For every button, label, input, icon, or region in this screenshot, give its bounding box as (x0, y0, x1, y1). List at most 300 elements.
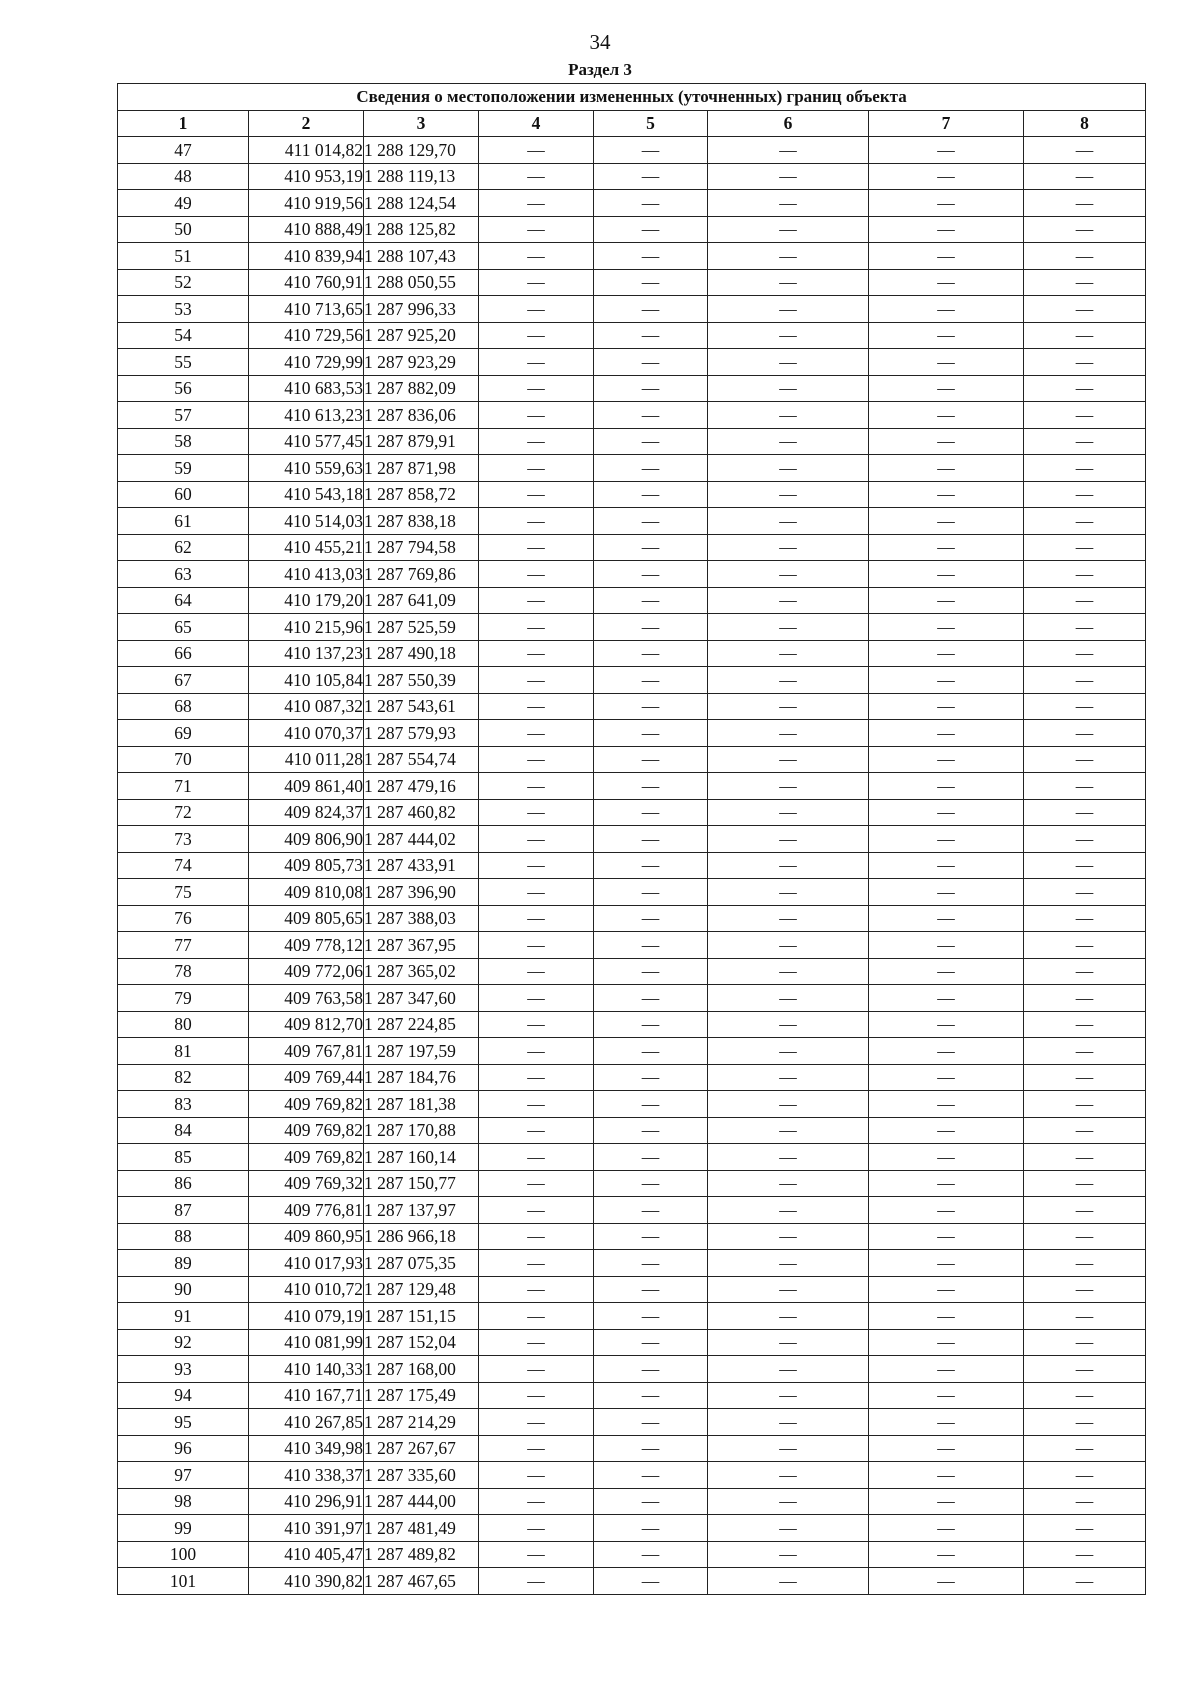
empty-mark-cell: — (869, 1462, 1024, 1489)
empty-mark-cell: — (479, 190, 594, 217)
empty-mark-cell: — (479, 137, 594, 164)
empty-mark-cell: — (1024, 1568, 1146, 1595)
empty-mark-cell: — (594, 1117, 708, 1144)
y-coordinate-cell: 1 287 137,97 (364, 1197, 479, 1224)
empty-mark-cell: — (1024, 508, 1146, 535)
empty-mark-cell: — (869, 1356, 1024, 1383)
point-number-cell: 98 (118, 1488, 249, 1515)
empty-mark-cell: — (479, 216, 594, 243)
empty-mark-cell: — (594, 905, 708, 932)
y-coordinate-cell: 1 287 367,95 (364, 932, 479, 959)
empty-mark-cell: — (594, 1382, 708, 1409)
x-coordinate-cell: 410 760,91 (249, 269, 364, 296)
x-coordinate-cell: 410 455,21 (249, 534, 364, 561)
point-number-cell: 97 (118, 1462, 249, 1489)
empty-mark-cell: — (1024, 1091, 1146, 1118)
point-number-cell: 61 (118, 508, 249, 535)
table-row (118, 826, 1146, 853)
table-row (118, 349, 1146, 376)
point-number-cell: 79 (118, 985, 249, 1012)
x-coordinate-cell: 410 215,96 (249, 614, 364, 641)
empty-mark-cell: — (479, 1064, 594, 1091)
empty-mark-cell: — (708, 1038, 869, 1065)
y-coordinate-cell: 1 288 119,13 (364, 163, 479, 190)
x-coordinate-cell: 409 769,32 (249, 1170, 364, 1197)
column-number: 1 (118, 110, 249, 137)
empty-mark-cell: — (479, 1541, 594, 1568)
empty-mark-cell: — (479, 455, 594, 482)
empty-mark-cell: — (1024, 1435, 1146, 1462)
empty-mark-cell: — (1024, 216, 1146, 243)
empty-mark-cell: — (594, 879, 708, 906)
empty-mark-cell: — (708, 428, 869, 455)
empty-mark-cell: — (594, 1197, 708, 1224)
table-row (118, 852, 1146, 879)
empty-mark-cell: — (869, 693, 1024, 720)
y-coordinate-cell: 1 287 396,90 (364, 879, 479, 906)
table-row (118, 1303, 1146, 1330)
point-number-cell: 75 (118, 879, 249, 906)
empty-mark-cell: — (479, 1303, 594, 1330)
table-row (118, 561, 1146, 588)
empty-mark-cell: — (594, 243, 708, 270)
empty-mark-cell: — (708, 1488, 869, 1515)
empty-mark-cell: — (1024, 905, 1146, 932)
y-coordinate-cell: 1 288 129,70 (364, 137, 479, 164)
table-row (118, 1038, 1146, 1065)
x-coordinate-cell: 409 805,65 (249, 905, 364, 932)
empty-mark-cell: — (479, 1038, 594, 1065)
empty-mark-cell: — (708, 402, 869, 429)
column-number: 8 (1024, 110, 1146, 137)
empty-mark-cell: — (594, 746, 708, 773)
point-number-cell: 50 (118, 216, 249, 243)
table-row (118, 534, 1146, 561)
empty-mark-cell: — (479, 561, 594, 588)
empty-mark-cell: — (479, 375, 594, 402)
x-coordinate-cell: 410 167,71 (249, 1382, 364, 1409)
empty-mark-cell: — (594, 773, 708, 800)
table-row (118, 985, 1146, 1012)
empty-mark-cell: — (708, 587, 869, 614)
y-coordinate-cell: 1 287 129,48 (364, 1276, 479, 1303)
empty-mark-cell: — (594, 1462, 708, 1489)
table-row (118, 269, 1146, 296)
y-coordinate-cell: 1 287 996,33 (364, 296, 479, 323)
x-coordinate-cell: 409 860,95 (249, 1223, 364, 1250)
y-coordinate-cell: 1 287 168,00 (364, 1356, 479, 1383)
empty-mark-cell: — (708, 1541, 869, 1568)
empty-mark-cell: — (869, 216, 1024, 243)
y-coordinate-cell: 1 287 433,91 (364, 852, 479, 879)
empty-mark-cell: — (479, 1144, 594, 1171)
point-number-cell: 48 (118, 163, 249, 190)
x-coordinate-cell: 410 839,94 (249, 243, 364, 270)
x-coordinate-cell: 410 349,98 (249, 1435, 364, 1462)
empty-mark-cell: — (594, 561, 708, 588)
empty-mark-cell: — (479, 1250, 594, 1277)
empty-mark-cell: — (479, 402, 594, 429)
empty-mark-cell: — (594, 163, 708, 190)
empty-mark-cell: — (479, 985, 594, 1012)
y-coordinate-cell: 1 287 467,65 (364, 1568, 479, 1595)
x-coordinate-cell: 410 613,23 (249, 402, 364, 429)
empty-mark-cell: — (1024, 1197, 1146, 1224)
empty-mark-cell: — (594, 720, 708, 747)
point-number-cell: 92 (118, 1329, 249, 1356)
y-coordinate-cell: 1 287 858,72 (364, 481, 479, 508)
y-coordinate-cell: 1 287 224,85 (364, 1011, 479, 1038)
empty-mark-cell: — (594, 1091, 708, 1118)
empty-mark-cell: — (594, 587, 708, 614)
y-coordinate-cell: 1 287 836,06 (364, 402, 479, 429)
empty-mark-cell: — (1024, 402, 1146, 429)
x-coordinate-cell: 409 767,81 (249, 1038, 364, 1065)
empty-mark-cell: — (869, 826, 1024, 853)
empty-mark-cell: — (1024, 1250, 1146, 1277)
empty-mark-cell: — (708, 1197, 869, 1224)
empty-mark-cell: — (708, 322, 869, 349)
empty-mark-cell: — (479, 1117, 594, 1144)
empty-mark-cell: — (1024, 1462, 1146, 1489)
empty-mark-cell: — (708, 746, 869, 773)
empty-mark-cell: — (479, 1568, 594, 1595)
table-row (118, 455, 1146, 482)
empty-mark-cell: — (1024, 985, 1146, 1012)
y-coordinate-cell: 1 287 882,09 (364, 375, 479, 402)
table-row (118, 1117, 1146, 1144)
y-coordinate-cell: 1 287 365,02 (364, 958, 479, 985)
table-row (118, 720, 1146, 747)
point-number-cell: 93 (118, 1356, 249, 1383)
point-number-cell: 72 (118, 799, 249, 826)
point-number-cell: 56 (118, 375, 249, 402)
empty-mark-cell: — (869, 561, 1024, 588)
empty-mark-cell: — (869, 1409, 1024, 1436)
empty-mark-cell: — (1024, 1276, 1146, 1303)
empty-mark-cell: — (708, 1011, 869, 1038)
column-number: 6 (708, 110, 869, 137)
x-coordinate-cell: 409 812,70 (249, 1011, 364, 1038)
empty-mark-cell: — (594, 1303, 708, 1330)
empty-mark-cell: — (1024, 1170, 1146, 1197)
column-number: 2 (249, 110, 364, 137)
empty-mark-cell: — (1024, 1144, 1146, 1171)
empty-mark-cell: — (594, 1409, 708, 1436)
empty-mark-cell: — (708, 163, 869, 190)
point-number-cell: 100 (118, 1541, 249, 1568)
x-coordinate-cell: 410 577,45 (249, 428, 364, 455)
empty-mark-cell: — (708, 216, 869, 243)
empty-mark-cell: — (594, 799, 708, 826)
empty-mark-cell: — (708, 905, 869, 932)
empty-mark-cell: — (708, 534, 869, 561)
y-coordinate-cell: 1 288 125,82 (364, 216, 479, 243)
empty-mark-cell: — (1024, 799, 1146, 826)
empty-mark-cell: — (708, 481, 869, 508)
empty-mark-cell: — (479, 1276, 594, 1303)
empty-mark-cell: — (869, 1170, 1024, 1197)
empty-mark-cell: — (869, 1276, 1024, 1303)
empty-mark-cell: — (479, 1515, 594, 1542)
y-coordinate-cell: 1 287 490,18 (364, 640, 479, 667)
point-number-cell: 70 (118, 746, 249, 773)
point-number-cell: 76 (118, 905, 249, 932)
empty-mark-cell: — (708, 1356, 869, 1383)
empty-mark-cell: — (708, 1250, 869, 1277)
point-number-cell: 55 (118, 349, 249, 376)
empty-mark-cell: — (1024, 1011, 1146, 1038)
x-coordinate-cell: 409 776,81 (249, 1197, 364, 1224)
empty-mark-cell: — (1024, 481, 1146, 508)
y-coordinate-cell: 1 287 579,93 (364, 720, 479, 747)
point-number-cell: 95 (118, 1409, 249, 1436)
y-coordinate-cell: 1 287 170,88 (364, 1117, 479, 1144)
empty-mark-cell: — (479, 1329, 594, 1356)
column-number: 3 (364, 110, 479, 137)
point-number-cell: 83 (118, 1091, 249, 1118)
point-number-cell: 87 (118, 1197, 249, 1224)
x-coordinate-cell: 410 543,18 (249, 481, 364, 508)
point-number-cell: 54 (118, 322, 249, 349)
empty-mark-cell: — (1024, 693, 1146, 720)
empty-mark-cell: — (708, 667, 869, 694)
x-coordinate-cell: 410 683,53 (249, 375, 364, 402)
empty-mark-cell: — (869, 508, 1024, 535)
empty-mark-cell: — (479, 587, 594, 614)
empty-mark-cell: — (594, 481, 708, 508)
empty-mark-cell: — (594, 1223, 708, 1250)
table-row (118, 773, 1146, 800)
empty-mark-cell: — (869, 1011, 1024, 1038)
x-coordinate-cell: 410 137,23 (249, 640, 364, 667)
empty-mark-cell: — (479, 349, 594, 376)
y-coordinate-cell: 1 287 489,82 (364, 1541, 479, 1568)
table-row (118, 1329, 1146, 1356)
table-row (118, 1144, 1146, 1171)
table-row (118, 879, 1146, 906)
empty-mark-cell: — (479, 773, 594, 800)
x-coordinate-cell: 410 105,84 (249, 667, 364, 694)
empty-mark-cell: — (1024, 587, 1146, 614)
x-coordinate-cell: 410 713,65 (249, 296, 364, 323)
empty-mark-cell: — (594, 269, 708, 296)
empty-mark-cell: — (708, 1568, 869, 1595)
empty-mark-cell: — (869, 481, 1024, 508)
empty-mark-cell: — (594, 428, 708, 455)
empty-mark-cell: — (869, 163, 1024, 190)
empty-mark-cell: — (479, 1011, 594, 1038)
empty-mark-cell: — (869, 322, 1024, 349)
table-row (118, 322, 1146, 349)
empty-mark-cell: — (479, 322, 594, 349)
table-row (118, 428, 1146, 455)
y-coordinate-cell: 1 287 925,20 (364, 322, 479, 349)
x-coordinate-cell: 409 861,40 (249, 773, 364, 800)
table-row (118, 190, 1146, 217)
empty-mark-cell: — (594, 1276, 708, 1303)
empty-mark-cell: — (479, 508, 594, 535)
table-row (118, 1462, 1146, 1489)
x-coordinate-cell: 410 729,56 (249, 322, 364, 349)
empty-mark-cell: — (479, 826, 594, 853)
table-row (118, 587, 1146, 614)
empty-mark-cell: — (594, 932, 708, 959)
point-number-cell: 53 (118, 296, 249, 323)
empty-mark-cell: — (594, 375, 708, 402)
empty-mark-cell: — (479, 1091, 594, 1118)
empty-mark-cell: — (1024, 375, 1146, 402)
table-row (118, 905, 1146, 932)
x-coordinate-cell: 409 778,12 (249, 932, 364, 959)
y-coordinate-cell: 1 287 460,82 (364, 799, 479, 826)
empty-mark-cell: — (869, 1197, 1024, 1224)
x-coordinate-cell: 409 769,82 (249, 1117, 364, 1144)
table-row (118, 1568, 1146, 1595)
empty-mark-cell: — (594, 1488, 708, 1515)
table-row (118, 1276, 1146, 1303)
table-row (118, 1223, 1146, 1250)
table-row (118, 693, 1146, 720)
empty-mark-cell: — (594, 1250, 708, 1277)
table-row (118, 137, 1146, 164)
y-coordinate-cell: 1 287 794,58 (364, 534, 479, 561)
empty-mark-cell: — (1024, 614, 1146, 641)
empty-mark-cell: — (869, 243, 1024, 270)
empty-mark-cell: — (708, 1409, 869, 1436)
x-coordinate-cell: 410 413,03 (249, 561, 364, 588)
empty-mark-cell: — (708, 137, 869, 164)
y-coordinate-cell: 1 287 838,18 (364, 508, 479, 535)
point-number-cell: 68 (118, 693, 249, 720)
point-number-cell: 64 (118, 587, 249, 614)
empty-mark-cell: — (869, 1117, 1024, 1144)
empty-mark-cell: — (869, 587, 1024, 614)
section-title: Раздел 3 (568, 60, 632, 79)
point-number-cell: 84 (118, 1117, 249, 1144)
empty-mark-cell: — (479, 852, 594, 879)
column-number: 5 (594, 110, 708, 137)
empty-mark-cell: — (479, 269, 594, 296)
empty-mark-cell: — (479, 879, 594, 906)
empty-mark-cell: — (1024, 1329, 1146, 1356)
empty-mark-cell: — (479, 534, 594, 561)
empty-mark-cell: — (869, 269, 1024, 296)
empty-mark-cell: — (594, 137, 708, 164)
point-number-cell: 85 (118, 1144, 249, 1171)
empty-mark-cell: — (479, 1462, 594, 1489)
table-row (118, 1356, 1146, 1383)
empty-mark-cell: — (594, 1144, 708, 1171)
y-coordinate-cell: 1 287 444,00 (364, 1488, 479, 1515)
empty-mark-cell: — (708, 720, 869, 747)
point-number-cell: 58 (118, 428, 249, 455)
y-coordinate-cell: 1 287 181,38 (364, 1091, 479, 1118)
empty-mark-cell: — (869, 932, 1024, 959)
x-coordinate-cell: 410 559,63 (249, 455, 364, 482)
empty-mark-cell: — (708, 1435, 869, 1462)
table-row (118, 1197, 1146, 1224)
empty-mark-cell: — (708, 826, 869, 853)
empty-mark-cell: — (594, 1038, 708, 1065)
table-row (118, 296, 1146, 323)
point-number-cell: 65 (118, 614, 249, 641)
point-number-cell: 81 (118, 1038, 249, 1065)
empty-mark-cell: — (594, 349, 708, 376)
point-number-cell: 63 (118, 561, 249, 588)
empty-mark-cell: — (479, 1488, 594, 1515)
column-number: 7 (869, 110, 1024, 137)
coordinates-table (117, 83, 1146, 1595)
empty-mark-cell: — (594, 1515, 708, 1542)
x-coordinate-cell: 409 824,37 (249, 799, 364, 826)
empty-mark-cell: — (869, 958, 1024, 985)
empty-mark-cell: — (869, 402, 1024, 429)
x-coordinate-cell: 410 296,91 (249, 1488, 364, 1515)
empty-mark-cell: — (479, 932, 594, 959)
x-coordinate-cell: 410 079,19 (249, 1303, 364, 1330)
table-row (118, 1382, 1146, 1409)
y-coordinate-cell: 1 287 075,35 (364, 1250, 479, 1277)
empty-mark-cell: — (479, 640, 594, 667)
y-coordinate-cell: 1 287 388,03 (364, 905, 479, 932)
point-number-cell: 73 (118, 826, 249, 853)
empty-mark-cell: — (708, 614, 869, 641)
empty-mark-cell: — (1024, 1515, 1146, 1542)
empty-mark-cell: — (1024, 137, 1146, 164)
empty-mark-cell: — (708, 879, 869, 906)
empty-mark-cell: — (479, 481, 594, 508)
empty-mark-cell: — (708, 640, 869, 667)
empty-mark-cell: — (1024, 879, 1146, 906)
empty-mark-cell: — (1024, 190, 1146, 217)
empty-mark-cell: — (1024, 746, 1146, 773)
empty-mark-cell: — (594, 614, 708, 641)
x-coordinate-cell: 410 017,93 (249, 1250, 364, 1277)
x-coordinate-cell: 410 391,97 (249, 1515, 364, 1542)
point-number-cell: 60 (118, 481, 249, 508)
x-coordinate-cell: 410 070,37 (249, 720, 364, 747)
empty-mark-cell: — (869, 720, 1024, 747)
empty-mark-cell: — (869, 428, 1024, 455)
empty-mark-cell: — (479, 1170, 594, 1197)
column-number: 4 (479, 110, 594, 137)
empty-mark-cell: — (869, 1223, 1024, 1250)
empty-mark-cell: — (479, 693, 594, 720)
empty-mark-cell: — (869, 773, 1024, 800)
empty-mark-cell: — (869, 190, 1024, 217)
y-coordinate-cell: 1 287 641,09 (364, 587, 479, 614)
empty-mark-cell: — (1024, 667, 1146, 694)
empty-mark-cell: — (594, 826, 708, 853)
empty-mark-cell: — (869, 667, 1024, 694)
empty-mark-cell: — (594, 852, 708, 879)
empty-mark-cell: — (869, 799, 1024, 826)
x-coordinate-cell: 409 806,90 (249, 826, 364, 853)
empty-mark-cell: — (1024, 640, 1146, 667)
table-row (118, 508, 1146, 535)
y-coordinate-cell: 1 287 554,74 (364, 746, 479, 773)
table-row (118, 958, 1146, 985)
empty-mark-cell: — (1024, 322, 1146, 349)
empty-mark-cell: — (869, 1435, 1024, 1462)
empty-mark-cell: — (708, 773, 869, 800)
y-coordinate-cell: 1 287 479,16 (364, 773, 479, 800)
x-coordinate-cell: 409 805,73 (249, 852, 364, 879)
table-row (118, 1435, 1146, 1462)
empty-mark-cell: — (1024, 1038, 1146, 1065)
x-coordinate-cell: 410 405,47 (249, 1541, 364, 1568)
